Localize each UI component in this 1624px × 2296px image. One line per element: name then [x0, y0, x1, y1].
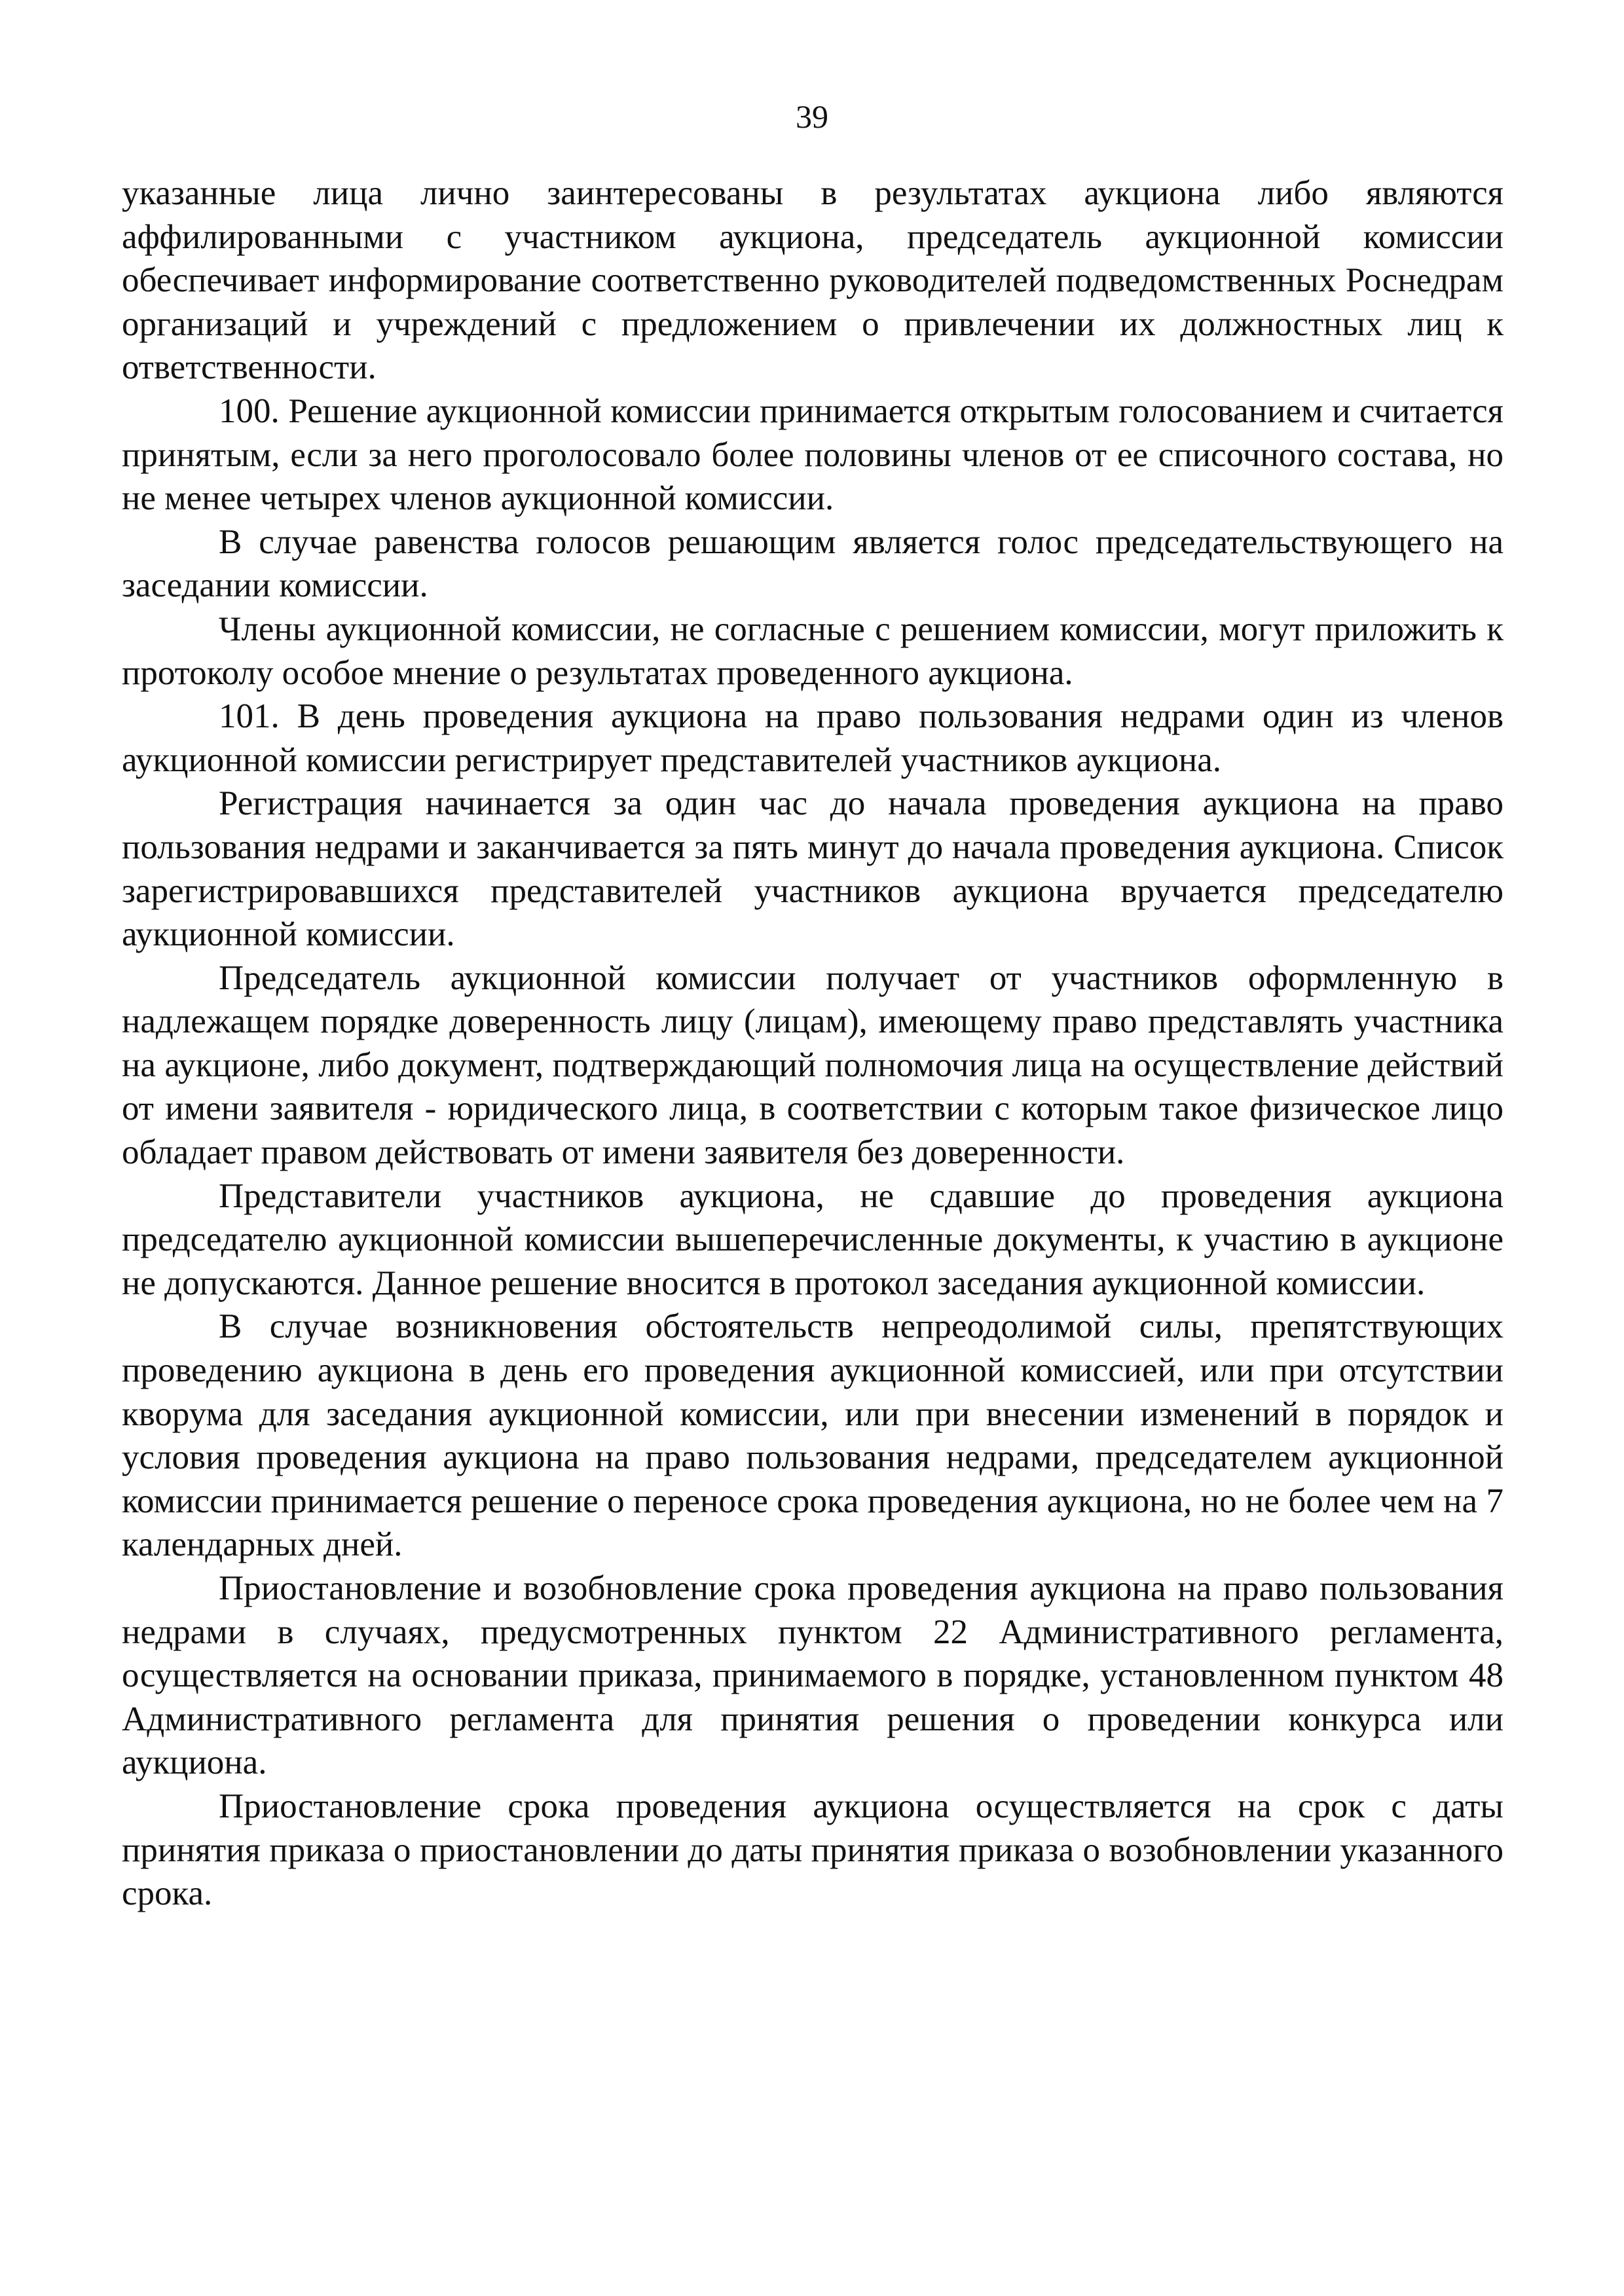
paragraph-registration: Регистрация начинается за один час до начала проведения аукциона на право пользования недрами и заканчивается за пять минут до начала проведения аукциона. Список зарегистрировавшихся представителей участников аукциона вручается председателю аукционной комиссии.	[122, 784, 1504, 954]
paragraph-dissenting-opinion: Члены аукционной комиссии, не согласные с решением комиссии, могут приложить к протоколу особое мнение о результатах проведенного аукциона.	[122, 610, 1504, 692]
paragraph-force-majeure: В случае возникновения обстоятельств непреодолимой силы, препятствующих проведению аукциона в день его проведения аукционной комиссией, или при отсутствии кворума для заседания аукционной комиссии, или при внесении изменений в порядок и условия проведения аукциона на право пользования недрами, председателем аукционной комиссии принимается решение о переносе срока проведения аукциона, но не более чем на 7 календарных дней.	[122, 1307, 1504, 1564]
paragraph-suspension-resumption: Приостановление и возобновление срока проведения аукциона на право пользования недрами в случаях, предусмотренных пунктом 22 Административного регламента, осуществляется на основании приказа, принимаемого в порядке, установленном пунктом 48 Административного регламента для принятия решения о проведении конкурса или аукциона.	[122, 1569, 1504, 1782]
paragraph-continuation: указанные лица лично заинтересованы в результатах аукциона либо являются аффилированными с участником аукциона, председатель аукционной комиссии обеспечивает информирование соответственно руководителей подведомственных Роснедрам организаций и учреждений с предложением о привлечении их должностных лиц к ответственности.	[122, 174, 1504, 387]
paragraph-item-100: 100. Решение аукционной комиссии принимается открытым голосованием и считается принятым, если за него проголосовало более половины членов от ее списочного состава, но не менее четырех членов аукционной комиссии.	[122, 392, 1504, 518]
paragraph-suspension-period: Приостановление срока проведения аукциона осуществляется на срок с даты принятия приказа о приостановлении до даты принятия приказа о возобновлении указанного срока.	[122, 1787, 1504, 1913]
paragraph-admission: Представители участников аукциона, не сдавшие до проведения аукциона председателю аукционной комиссии вышеперечисленные документы, к участию в аукционе не допускаются. Данное решение вносится в протокол заседания аукционной комиссии.	[122, 1176, 1504, 1302]
page-number: 39	[796, 98, 828, 135]
paragraph-item-101: 101. В день проведения аукциона на право пользования недрами один из членов аукционной комиссии регистрирует представителей участников аукциона.	[122, 697, 1504, 779]
paragraph-tie-vote: В случае равенства голосов решающим является голос председательствующего на заседании комиссии.	[122, 522, 1504, 605]
paragraph-power-of-attorney: Председатель аукционной комиссии получает от участников оформленную в надлежащем порядке доверенность лицу (лицам), имеющему право представлять участника на аукционе, либо документ, подтверждающий полномочия лица на осуществление действий от имени заявителя - юридического лица, в соответствии с которым такое физическое лицо обладает правом действовать от имени заявителя без доверенности.	[122, 958, 1504, 1172]
document-body	[122, 172, 1504, 1916]
